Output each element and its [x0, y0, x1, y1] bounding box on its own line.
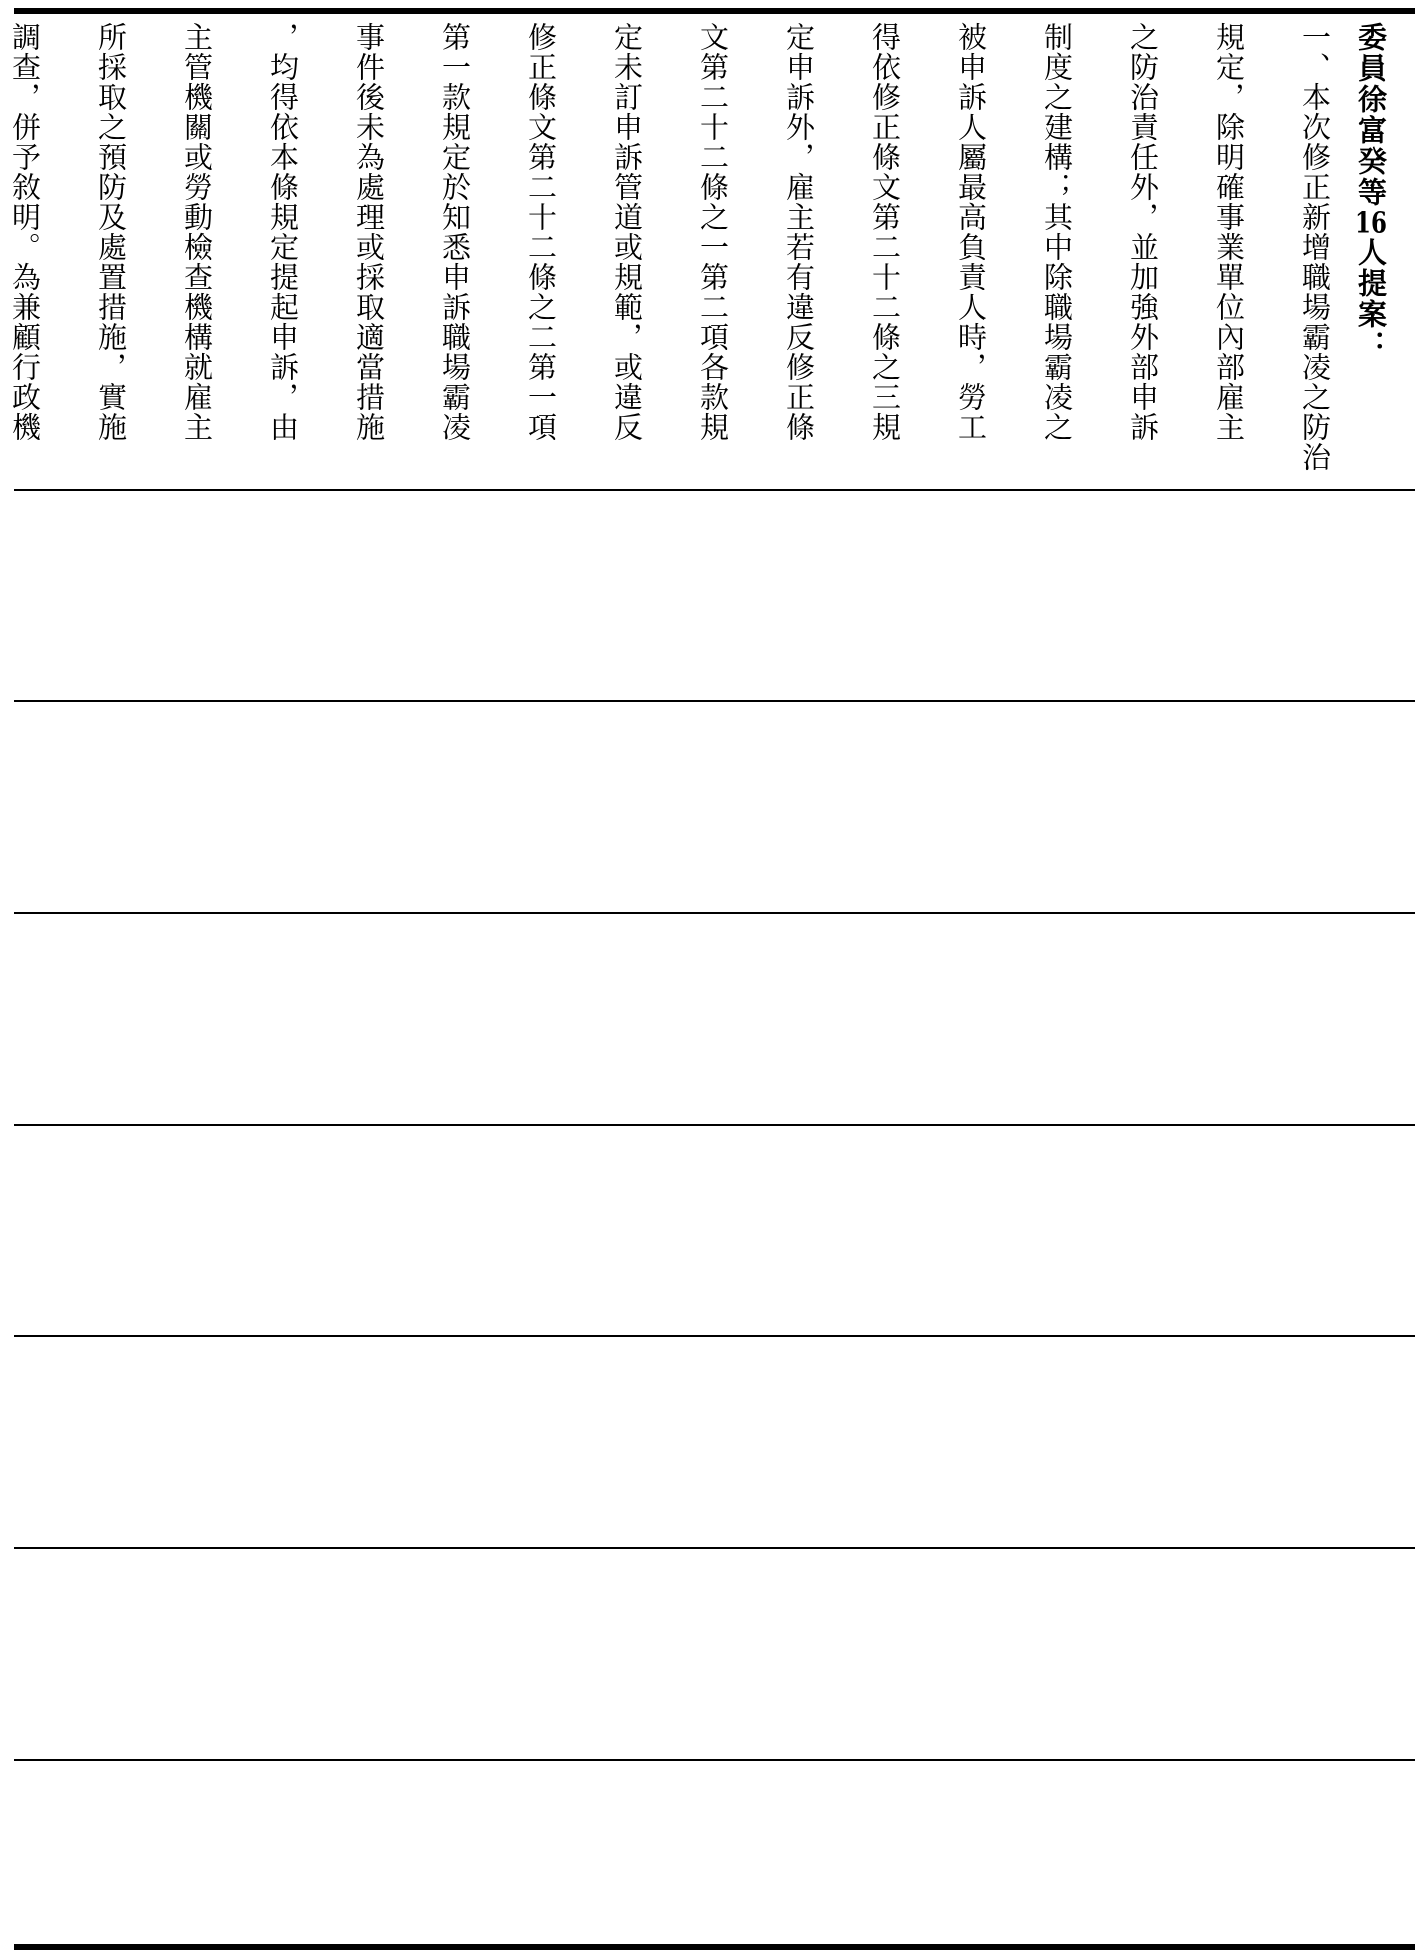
top-rule	[14, 8, 1415, 14]
text-line: 所採取之預防及處置措施，實施	[94, 22, 128, 442]
text-line: ，均得依本條規定提起申訴，由	[266, 22, 300, 442]
divider-rule	[14, 489, 1415, 491]
proposal-heading: 委員徐富癸等16人提案：	[1354, 22, 1388, 361]
divider-rule	[14, 1335, 1415, 1337]
divider-rule	[14, 1547, 1415, 1549]
divider-rule	[14, 912, 1415, 914]
divider-rule	[14, 1124, 1415, 1126]
divider-rule	[14, 1759, 1415, 1761]
text-line: 規定，除明確事業單位內部雇主	[1212, 22, 1246, 442]
text-line: 一、本次修正新增職場霸凌之防治	[1298, 22, 1332, 472]
bottom-rule	[14, 1944, 1415, 1950]
text-line: 定未訂申訴管道或規範，或違反	[610, 22, 644, 442]
proposer-count: 16	[1355, 208, 1387, 237]
text-line: 主管機關或勞動檢查機構就雇主	[180, 22, 214, 442]
text-line: 第一款規定於知悉申訴職場霸凌	[438, 22, 472, 442]
proposal-text-column	[0, 22, 1399, 474]
divider-rule	[14, 700, 1415, 702]
text-line: 定申訴外，雇主若有違反修正條	[782, 22, 816, 442]
text-line: 修正條文第二十二條之二第一項	[524, 22, 558, 442]
text-line: 制度之建構；其中除職場霸凌之	[1040, 22, 1074, 442]
text-line: 調查，併予敘明。為兼顧行政機	[8, 22, 42, 442]
text-line: 之防治責任外，並加強外部申訴	[1126, 22, 1160, 442]
text-line: 被申訴人屬最高負責人時，勞工	[954, 22, 988, 442]
text-line: 文第二十二條之一第二項各款規	[696, 22, 730, 442]
text-line: 得依修正條文第二十二條之三規	[868, 22, 902, 442]
text-line: 事件後未為處理或採取適當措施	[352, 22, 386, 442]
